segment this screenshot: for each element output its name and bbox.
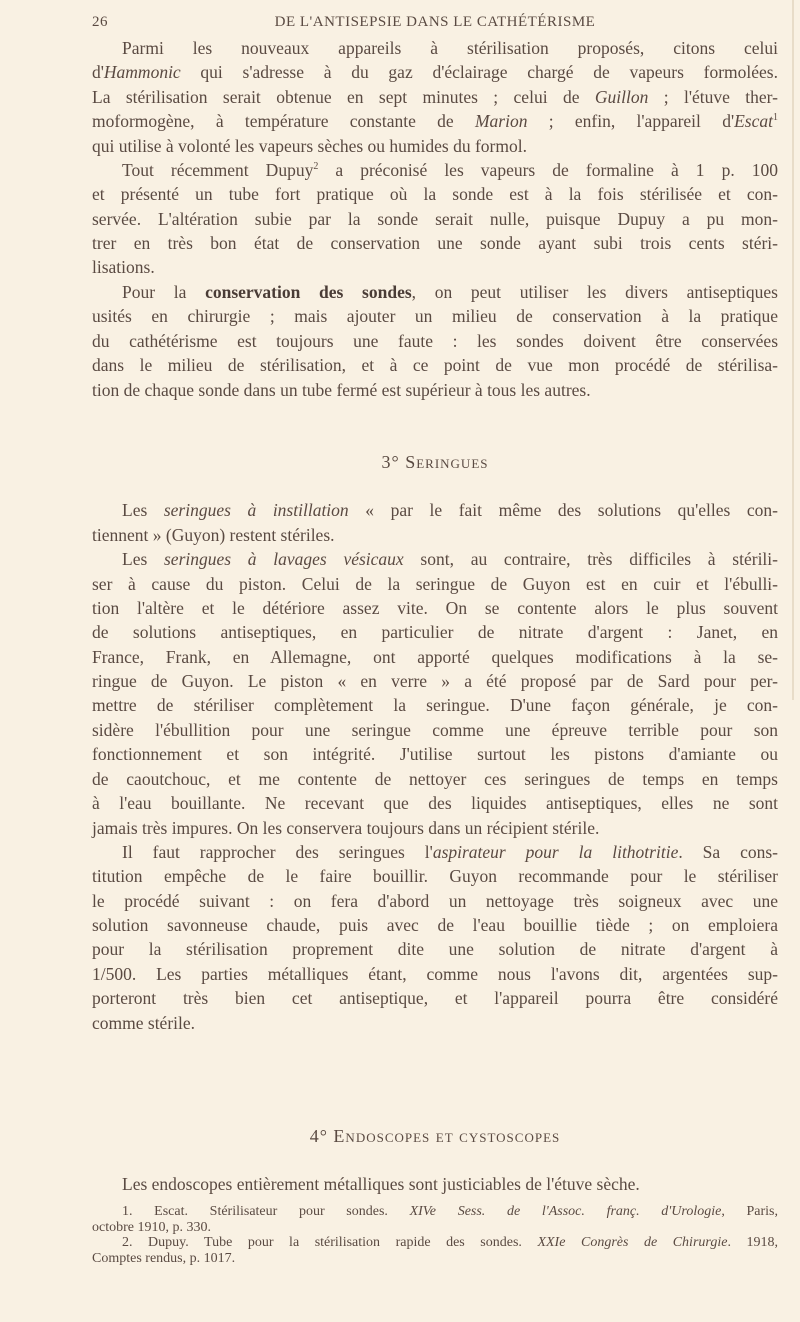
text-line xyxy=(92,938,778,960)
text-line xyxy=(92,524,778,546)
text-run: pour la stérilisation proprement dite une solution de nitrate d'argent à xyxy=(92,939,778,959)
text-run: ; l'étuve ther- xyxy=(648,87,778,107)
text-run: sidère l'ébullition pour une seringue comme une épreuve terrible pour son xyxy=(92,720,778,740)
text-line xyxy=(92,646,778,668)
text-line xyxy=(92,914,778,936)
text-run: ser à cause du piston. Celui de la seringue de Guyon est en cuir et l'ébulli- xyxy=(92,574,778,594)
text-run: a préconisé les vapeurs de formaline à 1 p. 100 xyxy=(318,160,779,180)
text-run: usités en chirurgie ; mais ajouter un milieu de conservation à la pratique xyxy=(92,306,778,326)
text-run: ringue de Guyon. Le piston « en verre » a été proposé par de Sard pour per- xyxy=(92,671,778,691)
text-run: le procédé suivant : on fera d'abord un nettoyage très soigneux avec une xyxy=(92,891,778,911)
text-line xyxy=(92,354,778,376)
text-line xyxy=(92,159,778,181)
text-line xyxy=(92,987,778,1009)
text-run: sont, au contraire, très difficiles à stérili- xyxy=(403,549,778,569)
italic-text: seringues à lavages vésicaux xyxy=(164,549,404,569)
text-line xyxy=(92,841,778,863)
italic-text: seringues à instillation xyxy=(163,500,349,520)
italic-text: XXIe Congrès de Chirurgie xyxy=(537,1235,728,1250)
text-run: comme stérile. xyxy=(92,1013,196,1033)
italic-text: Guillon xyxy=(594,87,649,107)
text-run: lisations. xyxy=(92,257,155,277)
text-run: , on peut utiliser les divers antiseptiques xyxy=(411,282,778,302)
running-title: DE L'ANTISEPSIE DANS LE CATHÉTÉRISME xyxy=(274,14,596,30)
text-run: « par le fait même des solutions qu'elles con- xyxy=(348,500,778,520)
text-line xyxy=(92,1012,778,1034)
text-line xyxy=(92,743,778,765)
text-line xyxy=(92,792,778,814)
text-line xyxy=(92,135,778,157)
text-line xyxy=(92,208,778,230)
text-run: . 1918, xyxy=(727,1235,778,1250)
text-run: tion de chaque sonde dans un tube fermé est supérieur à tous les autres. xyxy=(92,380,591,400)
section-heading-seringues: 3° Seringues xyxy=(381,452,489,472)
text-line xyxy=(92,1173,778,1195)
text-run: d' xyxy=(92,62,104,82)
text-line xyxy=(92,305,778,327)
text-run: mettre de stériliser complètement la seringue. D'une façon générale, je con- xyxy=(92,695,778,715)
text-run: du cathétérisme est toujours une faute : les sondes doivent être conservées xyxy=(92,331,778,351)
text-line xyxy=(92,232,778,254)
text-line xyxy=(92,110,778,132)
text-line xyxy=(92,86,778,108)
text-line xyxy=(92,621,778,643)
footnote-line xyxy=(92,1251,778,1267)
text-line xyxy=(92,379,778,401)
text-run: de solutions antiseptiques, en particulier de nitrate d'argent : Janet, en xyxy=(92,622,778,642)
text-line xyxy=(92,719,778,741)
footnote-line xyxy=(92,1220,778,1236)
page-number: 26 xyxy=(92,14,108,30)
text-run: La stérilisation serait obtenue en sept minutes ; celui de xyxy=(92,87,595,107)
page-edge xyxy=(792,0,794,700)
text-run: qui s'adresse à du gaz d'éclairage chargé de vapeurs formolées. xyxy=(180,62,778,82)
text-run: solution savonneuse chaude, puis avec de l'eau bouillie tiède ; on emploiera xyxy=(92,915,778,935)
text-run: ; enfin, l'appareil d' xyxy=(527,111,735,131)
footnote-ref: 2 xyxy=(313,161,319,173)
text-run: fonctionnement et son intégrité. J'utilise surtout les pistons d'amiante ou xyxy=(92,744,778,764)
text-run: Il faut rapprocher des seringues l' xyxy=(122,842,433,862)
footnote-ref: 1 xyxy=(773,112,778,124)
text-run: Comptes rendus, p. 1017. xyxy=(92,1251,236,1266)
text-line xyxy=(92,768,778,790)
text-line xyxy=(92,597,778,619)
text-line xyxy=(92,281,778,303)
text-run: France, Frank, en Allemagne, ont apporté quelques modifications à la se- xyxy=(92,647,778,667)
text-line xyxy=(92,548,778,570)
text-run: 1/500. Les parties métalliques étant, comme nous l'avons dit, argentées sup- xyxy=(92,964,778,984)
emphasis-text: conservation des sondes xyxy=(205,282,412,302)
text-line xyxy=(92,865,778,887)
text-line xyxy=(92,817,778,839)
footnote-line xyxy=(92,1235,778,1251)
text-run: porteront très bien cet antiseptique, et l'appareil pourra être considéré xyxy=(92,988,778,1008)
text-run: et présenté un tube fort pratique où la sonde est à la fois stérilisée et con- xyxy=(92,184,778,204)
text-line xyxy=(92,256,778,278)
text-run: trer en très bon état de conservation une sonde ayant subi trois cents stéri- xyxy=(92,233,778,253)
text-run: dans le milieu de stérilisation, et à ce point de vue mon procédé de stérilisa- xyxy=(92,355,778,375)
text-run: Pour la xyxy=(122,282,206,302)
text-run: à l'eau bouillante. Ne recevant que des liquides antiseptiques, elles ne sont xyxy=(92,793,778,813)
text-run: de caoutchouc, et me contente de nettoyer ces seringues de temps en temps xyxy=(92,769,778,789)
running-header xyxy=(92,14,778,36)
text-line xyxy=(92,890,778,912)
text-run: . Sa cons- xyxy=(678,842,778,862)
italic-text: Hammonic xyxy=(103,62,181,82)
text-run: , Paris, xyxy=(721,1204,778,1219)
text-run: servée. L'altération subie par la sonde serait nulle, puisque Dupuy a pu mon- xyxy=(92,209,778,229)
italic-text: aspirateur pour la lithotritie xyxy=(432,842,679,862)
text-line xyxy=(92,499,778,521)
italic-text: Escat xyxy=(734,111,773,131)
text-run: titution empêche de le faire bouillir. Guyon recommande pour le stériliser xyxy=(92,866,778,886)
text-run: moformogène, à température constante de xyxy=(92,111,475,131)
text-line xyxy=(92,670,778,692)
text-run: Tout récemment Dupuy xyxy=(122,160,314,180)
text-run: jamais très impures. On les conservera toujours dans un récipient stérile. xyxy=(92,818,600,838)
text-run: tiennent » (Guyon) restent stériles. xyxy=(92,525,335,545)
text-line xyxy=(92,573,778,595)
text-line xyxy=(92,694,778,716)
italic-text: XIVe Sess. de l'Assoc. franç. d'Urologie xyxy=(409,1204,722,1219)
italic-text: Marion xyxy=(474,111,528,131)
text-line xyxy=(92,37,778,59)
text-line xyxy=(92,183,778,205)
text-run: 2. Dupuy. Tube pour la stérilisation rapide des sondes. xyxy=(122,1235,538,1250)
text-line xyxy=(92,61,778,83)
text-run: tion l'altère et le détériore assez vite. On se contente alors le plus souvent xyxy=(92,598,778,618)
text-line xyxy=(92,963,778,985)
text-run: Parmi les nouveaux appareils à stérilisation proposés, citons celui xyxy=(122,38,778,58)
text-run: Les xyxy=(122,549,164,569)
footnote-line xyxy=(92,1204,778,1220)
text-line xyxy=(92,330,778,352)
text-run: 1. Escat. Stérilisateur pour sondes. xyxy=(122,1204,410,1219)
section-heading-endoscopes: 4° Endoscopes et cystoscopes xyxy=(309,1126,561,1146)
text-run: Les endoscopes entièrement métalliques sont justiciables de l'étuve sèche. xyxy=(122,1174,640,1194)
text-run: Les xyxy=(122,500,164,520)
text-run: octobre 1910, p. 330. xyxy=(92,1220,211,1235)
text-run: qui utilise à volonté les vapeurs sèches ou humides du formol. xyxy=(92,136,527,156)
